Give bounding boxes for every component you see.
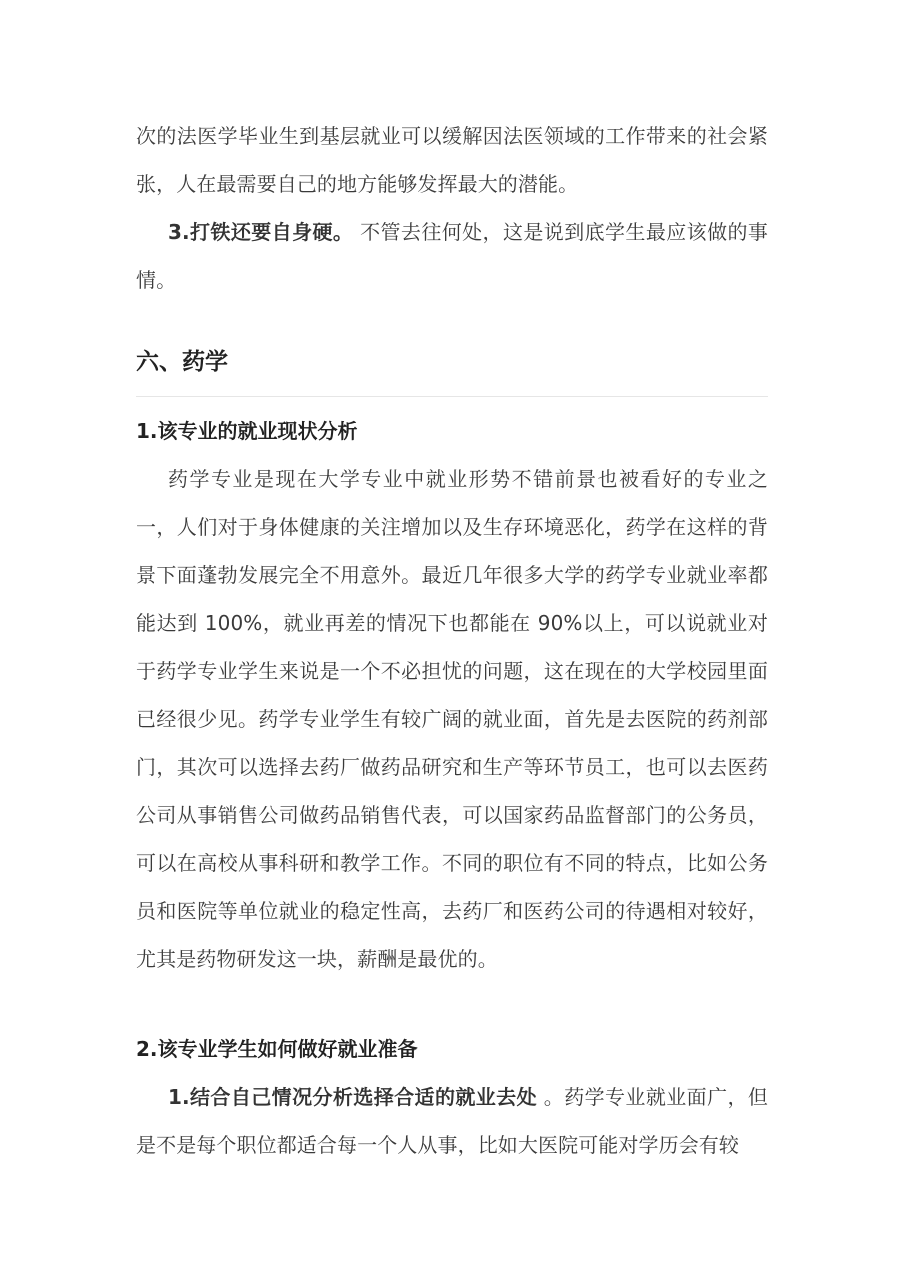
continuation-paragraph: 次的法医学毕业生到基层就业可以缓解因法医领域的工作带来的社会紧张，人在最需要自己的地方能够发挥最大的潜能。 xyxy=(136,124,768,196)
point-3-heading: 3.打铁还要自身硬。 xyxy=(168,220,354,244)
subsection-1-title: 1.该专业的就业现状分析 xyxy=(136,419,358,443)
subsection-2-point-1-heading: 1.结合自己情况分析选择合适的就业去处 xyxy=(168,1085,538,1109)
point-3-paragraph xyxy=(136,208,768,304)
section-6-title: 六、药学 xyxy=(136,349,228,375)
document-page xyxy=(136,112,768,1169)
point-3-text: 不管去往何处，这是说到底学生最应该做的事情。 xyxy=(136,220,768,292)
section-divider xyxy=(136,396,768,397)
subsection-2-point-1-paragraph xyxy=(136,1073,768,1169)
subsection-1-paragraph: 药学专业是现在大学专业中就业形势不错前景也被看好的专业之一，人们对于身体健康的关注增加以及生存环境恶化，药学在这样的背景下面蓬勃发展完全不用意外。最近几年很多大学的药学专业就业率都能达到 100%，就业再差的情况下也都能在 90%以上，可以说就业对于药学专业学生来说是一个不必担忧的问题，这在现在的大学校园里面已经很少见。药学专业学生有较广阔的就业面，首先是去医院的药剂部门，其次可以选择去药厂做药品研究和生产等环节员工，也可以去医药公司从事销售公司做药品销售代表，可以国家药品监督部门的公务员，可以在高校从事科研和教学工作。不同的职位有不同的特点，比如公务员和医院等单位就业的稳定性高，去药厂和医药公司的待遇相对较好，尤其是药物研发这一块，薪酬是最优的。 xyxy=(136,467,768,971)
subsection-2-title: 2.该专业学生如何做好就业准备 xyxy=(136,1037,418,1061)
subsection-2-point-1-text: 。药学专业就业面广，但是不是每个职位都适合每一个人从事，比如大医院可能对学历会有较 xyxy=(136,1085,768,1157)
